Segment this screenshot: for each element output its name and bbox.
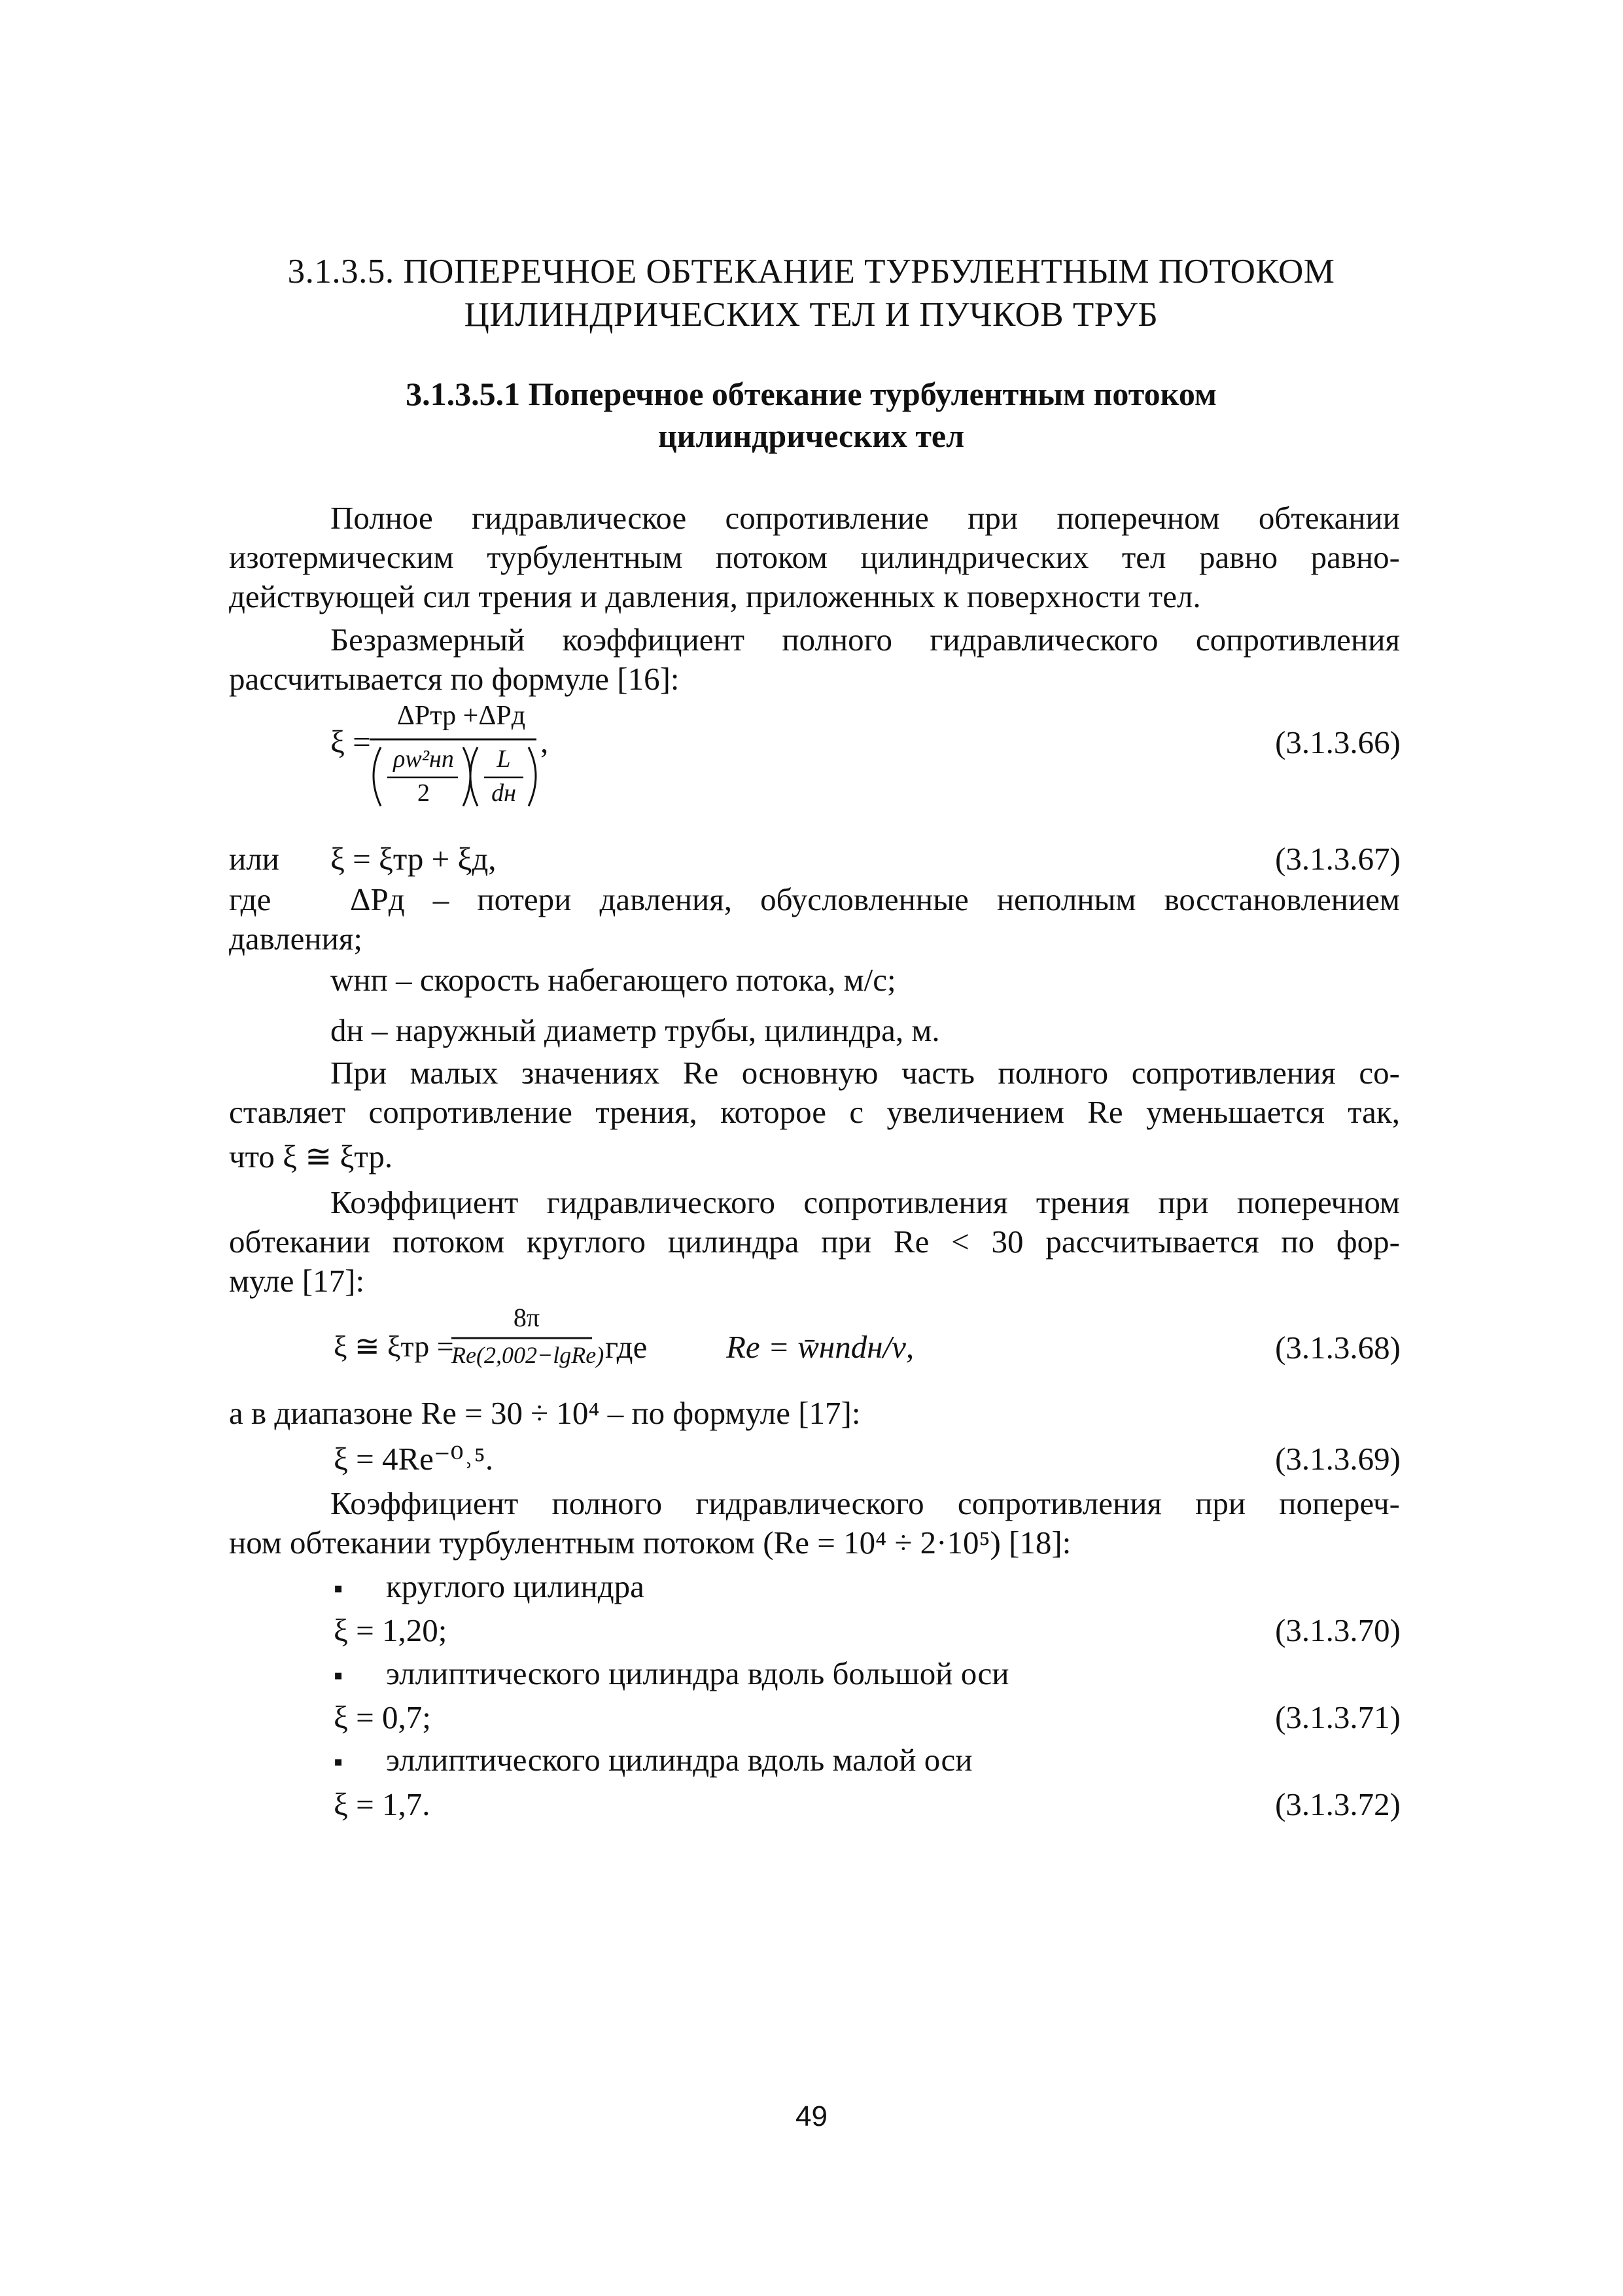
paragraph-line: действующей сил трения и давления, приложенных к поверхности тел. bbox=[229, 578, 1201, 614]
paragraph-line: Безразмерный коэффициент полного гидравлического сопротивления bbox=[330, 622, 1400, 658]
section-heading-line2: ЦИЛИНДРИЧЕСКИХ ТЕЛ И ПУЧКОВ ТРУБ bbox=[464, 296, 1159, 334]
equation-number: (3.1.3.67) bbox=[1275, 841, 1401, 877]
formula-numerator: 8π bbox=[513, 1303, 540, 1332]
paragraph-line: давления; bbox=[229, 921, 362, 957]
formula-prefix: или bbox=[229, 841, 279, 877]
den-right-top: L bbox=[497, 745, 511, 773]
formula-numerator: ΔPтр +ΔPд bbox=[396, 701, 526, 731]
formula-denominator: Re(2,002−lgRe) bbox=[451, 1342, 604, 1368]
equation-number: (3.1.3.72) bbox=[1275, 1786, 1401, 1822]
bullet-text: эллиптического цилиндра вдоль большой оси bbox=[386, 1655, 1009, 1691]
paragraph-line: муле [17]: bbox=[229, 1263, 365, 1299]
den-left-top: ρw²нп bbox=[393, 745, 454, 773]
equation-number: (3.1.3.69) bbox=[1275, 1441, 1401, 1477]
formula-3-1-3-70: ξ = 1,20; bbox=[334, 1612, 447, 1648]
equation-number: (3.1.3.68) bbox=[1275, 1330, 1401, 1366]
den-left-bottom: 2 bbox=[417, 779, 430, 807]
formula-comma: , bbox=[540, 724, 549, 760]
paragraph-line: При малых значениях Re основную часть полного сопротивления со- bbox=[330, 1055, 1400, 1091]
paragraph-line: а в диапазоне Re = 30 ÷ 10⁴ – по формуле [17]: bbox=[229, 1395, 861, 1431]
bullet-item bbox=[334, 1740, 972, 1782]
section-heading-line1: 3.1.3.5. ПОПЕРЕЧНОЕ ОБТЕКАНИЕ ТУРБУЛЕНТНЫМ ПОТОКОМ bbox=[287, 253, 1335, 291]
where-label: где bbox=[229, 881, 271, 917]
equation-number: (3.1.3.71) bbox=[1275, 1699, 1401, 1735]
bullet-text: круглого цилиндра bbox=[386, 1568, 644, 1604]
equation-number: (3.1.3.70) bbox=[1275, 1612, 1401, 1648]
formula-3-1-3-72: ξ = 1,7. bbox=[334, 1786, 430, 1822]
equation-number: (3.1.3.66) bbox=[1275, 724, 1401, 760]
formula-where: где bbox=[605, 1329, 648, 1365]
formula-3-1-3-71: ξ = 0,7; bbox=[334, 1699, 431, 1735]
paragraph-line: изотермическим турбулентным потоком цилиндрических тел равно равно- bbox=[229, 539, 1400, 575]
paragraph-line: обтекании потоком круглого цилиндра при Re < 30 рассчитывается по фор- bbox=[229, 1224, 1400, 1260]
bullet-marker: ▪ bbox=[334, 1574, 343, 1603]
paragraph-line: рассчитывается по формуле [16]: bbox=[229, 661, 680, 697]
bullet-item bbox=[334, 1567, 644, 1608]
formula-lhs: ξ = bbox=[330, 724, 371, 760]
bullet-item bbox=[334, 1654, 1009, 1695]
paragraph-line: Коэффициент гидравлического сопротивления трения при поперечном bbox=[330, 1184, 1400, 1220]
paragraph-line: что ξ ≅ ξтр. bbox=[229, 1139, 393, 1174]
paragraph-line: ном обтекании турбулентным потоком (Re = 10⁴ ÷ 2·10⁵) [18]: bbox=[229, 1525, 1072, 1561]
page-number: 49 bbox=[795, 2100, 828, 2132]
formula-lhs: ξ ≅ ξтр = bbox=[334, 1330, 454, 1363]
bullet-marker: ▪ bbox=[334, 1661, 343, 1690]
paragraph-line: ставляет сопротивление трения, которое с увеличением Re уменьшается так, bbox=[229, 1094, 1400, 1130]
subsection-heading-line1: 3.1.3.5.1 Поперечное обтекание турбулентным потоком bbox=[406, 376, 1217, 412]
bullet-marker: ▪ bbox=[334, 1747, 343, 1776]
definition-w: wнп – скорость набегающего потока, м/с; bbox=[330, 962, 896, 998]
formula-3-1-3-69: ξ = 4Re⁻⁰˒⁵. bbox=[334, 1441, 494, 1477]
definition-d: dн – наружный диаметр трубы, цилиндра, м. bbox=[330, 1012, 940, 1048]
paragraph-line: Коэффициент полного гидравлического сопротивления при попереч- bbox=[330, 1485, 1400, 1521]
paragraph-line: Полное гидравлическое сопротивление при поперечном обтекании bbox=[330, 500, 1400, 536]
formula-expression: ξ = ξтр + ξд, bbox=[330, 841, 497, 877]
definition-delta-p: ΔPд – потери давления, обусловленные неполным восстановлением bbox=[350, 881, 1400, 917]
den-right-bottom: dн bbox=[491, 779, 516, 807]
bullet-text: эллиптического цилиндра вдоль малой оси bbox=[386, 1742, 973, 1778]
formula-re-definition: Re = w̄нпdн/ν, bbox=[726, 1329, 915, 1365]
subsection-heading-line2: цилиндрических тел bbox=[657, 417, 965, 454]
